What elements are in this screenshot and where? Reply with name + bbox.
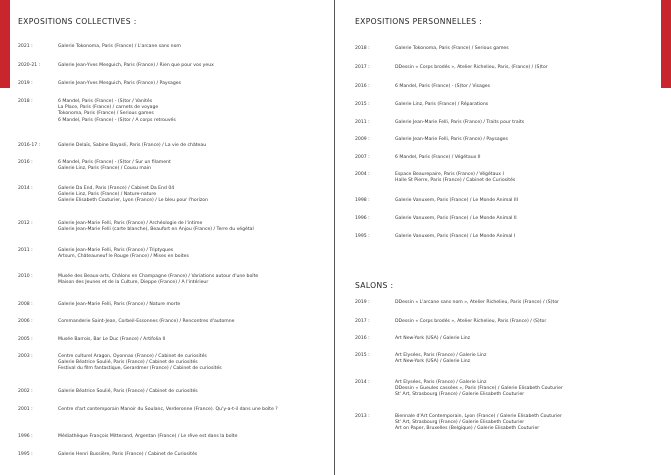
entry-lines: [58, 274, 324, 286]
entry-lines: [58, 143, 324, 149]
entry-year: 2016-17 :: [18, 143, 41, 148]
entry-text: Galerie Delaïs, Sabine Bayasli, Paris (France) / La vie de château: [58, 143, 207, 148]
entry-year: 2009 :: [355, 137, 370, 142]
entry-row: [355, 234, 661, 240]
entry-row: [355, 65, 661, 71]
entry-row: [355, 216, 661, 222]
entry-lines: [395, 380, 661, 399]
entry-text: Festival du film fantastique, Gerardmer (France) / Cabinet de curiosités: [58, 366, 222, 372]
entry-text: La Place, Paris (France) / carnets de voyage: [58, 105, 159, 111]
entry-row: [18, 274, 324, 286]
entry-text: Galerie Linz, Paris (France) / Réparations: [395, 102, 489, 107]
entry-row: [18, 186, 324, 205]
entry-row: [18, 99, 324, 124]
entry-lines: [58, 407, 324, 413]
entry-text: Galerie Jean-Marie Felli, Paris (France) / Archéologie de l'intime: [58, 221, 203, 226]
entry-row: [18, 319, 324, 325]
salons-heading: SALONS :: [355, 281, 394, 290]
entry-lines: [395, 414, 661, 433]
entry-text: St' Art, Strasbourg (France) / Galerie Elisabeth Couturier: [395, 420, 525, 426]
entry-text: Maison des Jeunes et de la Culture, Dieppe (France) / A l'intérieur: [58, 280, 209, 286]
entry-year: 2016 :: [355, 84, 370, 89]
entry-text: Galerie Tokonoma, Paris (France) / Serious games: [395, 46, 509, 51]
entry-text: Art on Paper, Bruxelles (Belgique) / Galerie Elisabeth Couturier: [395, 426, 540, 432]
entry-year: 2017 :: [355, 319, 370, 324]
entry-lines: [58, 221, 324, 233]
entry-text: Galerie Elisabeth Couturier, Lyon (France) / Le bleu pour l'horizon: [58, 198, 209, 204]
entry-text: Galerie Jean-Yves Mesguich, Paris (France) / Paysages: [58, 81, 181, 86]
entry-year: 1995 :: [355, 234, 370, 239]
entry-text: Galerie Jean-Marie Felli (carte blanche), Beaufort en Anjou (France) / Terre du végétal: [58, 227, 254, 233]
entry-year: 2018 :: [18, 99, 33, 104]
entry-row: [18, 248, 324, 260]
entry-row: [18, 452, 324, 458]
entry-year: 2017 :: [355, 65, 370, 70]
entry-year: 2001 :: [18, 407, 33, 412]
entry-text: 6 Mandel, Paris (France) - (S)tor / Sur un filament: [58, 160, 171, 165]
entry-lines: [58, 160, 324, 172]
entry-lines: [58, 63, 324, 69]
entry-text: 6 Mandel, Paris (France) - (S)tor / A corps retrouvés: [58, 117, 176, 123]
entry-text: Espace Beaurepaire, Paris (France) / Végétaux I: [395, 172, 504, 177]
entry-lines: [58, 354, 324, 373]
entry-year: 2006 :: [18, 319, 33, 324]
entry-lines: [395, 137, 661, 143]
entry-year: 2004 :: [355, 172, 370, 177]
entry-lines: [58, 99, 324, 124]
entry-year: 2016 :: [18, 160, 33, 165]
entry-text: Médiathèque François Mitterand, Argentan (France) / Le rêve est dans la boîte: [58, 434, 238, 439]
entry-year: 2002 :: [18, 389, 33, 394]
entry-text: Biennale d'Art Contemporain, Lyon (France) / Galerie Elisabeth Couturier: [395, 414, 562, 419]
entry-year: 1996 :: [355, 216, 370, 221]
entry-lines: [395, 198, 661, 204]
entry-text: 6 Mandel, Paris (France) - (S)tor / Visages: [395, 84, 490, 89]
entry-row: [18, 160, 324, 172]
entry-row: [18, 221, 324, 233]
entry-lines: [395, 46, 661, 52]
entry-year: 2021 :: [18, 44, 33, 49]
entry-row: [355, 137, 661, 143]
entry-year: 2015 :: [355, 353, 370, 358]
entry-text: Galerie Béatrice Soulié, Paris (France) / Cabinet de curiosités: [58, 360, 198, 366]
entry-year: 2007 :: [355, 155, 370, 160]
entry-year: 2008 :: [18, 302, 33, 307]
entry-text: 6 Mandel, Paris (France) / Végétaux II: [395, 155, 481, 160]
entry-text: Galerie Jean-Marie Felli, Paris (France) / Paysages: [395, 137, 508, 142]
entry-year: 2003 :: [18, 354, 33, 359]
entry-row: [355, 380, 661, 399]
entry-row: [18, 81, 324, 87]
entry-lines: [395, 300, 661, 306]
entry-text: Art Elysées, Paris (France) / Galerie Linz: [395, 380, 487, 385]
entry-row: [355, 102, 661, 108]
entry-year: 2016 :: [355, 336, 370, 341]
entry-text: Galerie Jean-Marie Felli, Paris (France) / Traits pour traits: [395, 120, 525, 125]
entry-text: Tokonoma, Paris (France) / Serious games: [58, 111, 154, 117]
entry-text: Commanderie Saint-Jean, Corbeil-Essonnes (France) / Rencontres d'automne: [58, 319, 235, 324]
entry-text: Halle St Pierre, Paris (France) / Cabinet de Curiosités: [395, 178, 516, 184]
entry-year: 2011 :: [18, 248, 33, 253]
entry-lines: [395, 65, 661, 71]
entry-text: DDessin « Gueules cassées », Paris (France) / Galerie Elisabeth Couturier: [395, 386, 563, 392]
entry-text: Musée Barrois, Bar Le Duc (France) / Artifolia II: [58, 337, 166, 342]
entry-row: [355, 319, 661, 325]
entry-row: [355, 172, 661, 184]
entry-row: [18, 63, 324, 69]
entry-row: [355, 353, 661, 365]
page-divider: [334, 0, 335, 475]
entry-row: [355, 198, 661, 204]
entry-row: [18, 44, 324, 50]
entry-lines: [58, 44, 324, 50]
entry-row: [18, 302, 324, 308]
entry-text: Galerie Tokonoma, Paris (France) / L'arcane sans nom: [58, 44, 181, 49]
entry-lines: [395, 353, 661, 365]
entry-row: [18, 337, 324, 343]
entry-text: Centre d'art contemporain Manoir du Soulanc, Verderonne (France). Qu'y-a-t-il dans une boîte ?: [58, 407, 278, 412]
personnelles-heading: EXPOSITIONS PERSONNELLES :: [355, 17, 483, 26]
entry-text: Art Elysées, Paris (France) / Galerie Linz: [395, 353, 487, 358]
entry-text: Art New-York (USA) / Galerie Linz: [395, 336, 471, 341]
entry-lines: [395, 336, 661, 342]
entry-row: [355, 120, 661, 126]
entry-row: [355, 46, 661, 52]
entry-row: [355, 84, 661, 90]
left-accent-bar: [0, 0, 10, 88]
entry-lines: [58, 434, 324, 440]
entry-text: Galerie Henri Bussière, Paris (France) / Cabinet de Curiosités: [58, 452, 198, 457]
entry-year: 2014 :: [18, 186, 33, 191]
right-accent-bar: [661, 0, 671, 88]
entry-text: 6 Mandel, Paris (France) - (S)tor / Vanités: [58, 99, 153, 104]
entry-year: 2014 :: [355, 380, 370, 385]
entry-lines: [58, 452, 324, 458]
entry-text: Galerie Jean-Yves Mesguich, Paris (France) / Rien que pour vos yeux: [58, 63, 214, 68]
entry-row: [18, 407, 324, 413]
collectives-heading: EXPOSITIONS COLLECTIVES :: [18, 17, 137, 26]
entry-text: Galerie Linz, Paris (France) / Nature-nature: [58, 192, 157, 198]
entry-row: [355, 414, 661, 433]
entry-text: Galerie Da End, Paris (France) / Cabinet Da End 04: [58, 186, 175, 191]
entry-year: 2011 :: [355, 120, 370, 125]
entry-year: 2015 :: [355, 102, 370, 107]
entry-year: 2019 :: [18, 81, 33, 86]
entry-text: St' Art, Strasbourg (France) / Galerie Elisabeth Couturier: [395, 392, 525, 398]
entry-year: 2005 :: [18, 337, 33, 342]
entry-lines: [58, 389, 324, 395]
entry-lines: [395, 155, 661, 161]
entry-row: [18, 143, 324, 149]
entry-lines: [395, 102, 661, 108]
entry-text: Musée des Beaux-arts, Châlons en Champagne (France) / Variations autour d'une boîte: [58, 274, 259, 279]
entry-text: Artsum, Châteauneuf le Rouge (France) / Mises en boites: [58, 254, 189, 260]
entry-row: [18, 434, 324, 440]
entry-text: DDessin « Corps brodés », Atelier Richelieu, Paris (France) / (S)tor: [395, 319, 547, 324]
entry-lines: [395, 234, 661, 240]
entry-year: 2010 :: [18, 274, 33, 279]
entry-text: Galerie Vanuxem, Paris (France) / Le Monde Animal I: [395, 234, 516, 239]
entry-text: Centre culturel Aragon, Oyonnax (France) / Cabinet de curiosités: [58, 354, 207, 359]
entry-row: [18, 389, 324, 395]
entry-lines: [395, 216, 661, 222]
entry-year: 1995 :: [18, 452, 33, 457]
entry-row: [355, 300, 661, 306]
entry-lines: [395, 84, 661, 90]
entry-text: Galerie Vanuxem, Paris (France) / Le Monde Animal II: [395, 216, 517, 221]
entry-lines: [58, 319, 324, 325]
entry-lines: [395, 172, 661, 184]
entry-year: 2020-21 :: [18, 63, 41, 68]
entry-lines: [58, 186, 324, 205]
entry-lines: [58, 302, 324, 308]
entry-row: [355, 155, 661, 161]
entry-lines: [58, 81, 324, 87]
entry-year: 2019 :: [355, 300, 370, 305]
entry-text: Galerie Jean-Marie Felli, Paris (France) / Nature morte: [58, 302, 181, 307]
entry-text: Galerie Linz, Paris (France) / Cousu main: [58, 166, 151, 172]
entry-row: [18, 354, 324, 373]
entry-lines: [58, 248, 324, 260]
entry-text: DDessin « L'arcane sans nom », Atelier Richelieu, Paris (France) / (S)tor: [395, 300, 560, 305]
entry-text: Galerie Béatrice Soulié, Paris (France) / Cabinet de curiosités: [58, 389, 198, 394]
entry-text: Galerie Vanuxem, Paris (France) / Le Monde Animal III: [395, 198, 518, 203]
entry-year: 1996 :: [18, 434, 33, 439]
entry-text: Galerie Jean-Marie Felli, Paris (France) / Triptyques: [58, 248, 174, 253]
entry-year: 1998 :: [355, 198, 370, 203]
entry-text: Art New-York (USA) / Galerie Linz: [395, 359, 471, 365]
entry-lines: [395, 120, 661, 126]
entry-text: DDessin « Corps brodés », Atelier Richelieu, Paris, (France) / (S)tor: [395, 65, 548, 70]
entry-lines: [395, 319, 661, 325]
entry-year: 2018 :: [355, 46, 370, 51]
entry-year: 2013 :: [355, 414, 370, 419]
entry-lines: [58, 337, 324, 343]
entry-row: [355, 336, 661, 342]
entry-year: 2012 :: [18, 221, 33, 226]
